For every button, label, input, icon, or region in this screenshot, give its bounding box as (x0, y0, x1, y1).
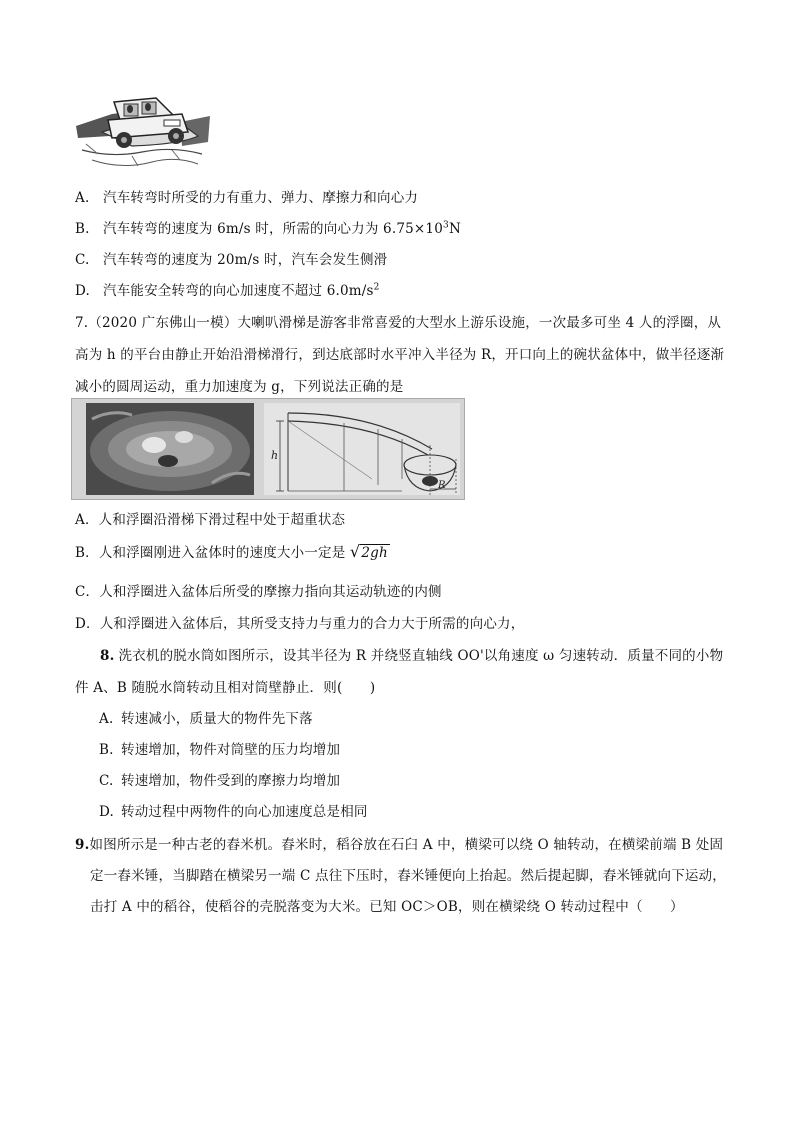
q8-option-a (99, 707, 313, 727)
option-text: B．人和浮圈刚进入盆体时的速度大小一定是 (75, 545, 346, 561)
option-key: D. (75, 283, 91, 299)
q8-option-d (99, 800, 368, 820)
option-key: D. (99, 804, 115, 820)
question-number: 9. (75, 837, 90, 853)
q6-option-d (75, 279, 380, 299)
water-slide-figure (71, 398, 465, 500)
question-number: 8. (100, 648, 115, 664)
q8-stem-line2: 件 A、B 随脱水筒转动且相对筒壁静止．则( ) (75, 680, 376, 696)
option-key: C. (99, 773, 114, 789)
q6-option-c (75, 248, 387, 268)
q9-stem-line2: 定一舂米锤，当脚踏在横梁另一端 C 点往下压时，舂米锤便向上抬起。然后提起脚，舂米锤就向下运动， (90, 868, 727, 884)
radius-label: R (438, 480, 446, 491)
option-text: 汽车转弯的速度为 20m/s 时，汽车会发生侧滑 (103, 252, 388, 268)
option-text: 汽车转弯的速度为 6m/s 时，所需的向心力为 6.75×10 (103, 221, 443, 237)
option-text: 转速增加，物件受到的摩擦力均增加 (121, 773, 341, 789)
option-text: 转速减小，质量大的物件先下落 (121, 711, 313, 727)
q9-stem-line1 (75, 833, 723, 853)
option-text: 汽车能安全转弯的向心加速度不超过 6.0m/s (103, 283, 374, 299)
option-sup: 3 (443, 220, 449, 231)
q6-option-a (75, 186, 418, 206)
option-key: A. (99, 711, 114, 727)
q7-stem-line3: 减小的圆周运动，重力加速度为 g，下列说法正确的是 (75, 379, 404, 395)
option-sup: 2 (373, 282, 380, 293)
q9-stem-line3: 击打 A 中的稻谷，使稻谷的壳脱落变为大米。已知 OC＞OB，则在横梁绕 O 转动过程中（ ） (90, 899, 684, 915)
option-key: B. (99, 742, 114, 758)
q8-option-b (99, 738, 340, 758)
water-slide-drawing (72, 399, 464, 499)
option-key: B. (75, 221, 90, 237)
q9-line1-text: 如图所示是一种古老的舂米机。舂米时，稻谷放在石臼 A 中，横梁可以绕 O 轴转动，在横梁前端 B 处固 (89, 837, 724, 853)
option-key: A. (75, 190, 90, 206)
q7-stem-line1: 7.（2020 广东佛山一模）大喇叭滑梯是游客非常喜爱的大型水上游乐设施，一次最多可坐 4 人的浮圈，从 (75, 315, 722, 331)
option-text: 转速增加，物件对筒壁的压力均增加 (121, 742, 341, 758)
q7-option-b (75, 541, 390, 561)
option-text: 转动过程中两物件的向心加速度总是相同 (121, 804, 368, 820)
option-text: 汽车转弯时所受的力有重力、弹力、摩擦力和向心力 (103, 190, 419, 206)
sqrt-radicand: 2gh (361, 545, 388, 561)
q8-stem-line1 (100, 644, 723, 664)
q6-option-b (75, 217, 461, 237)
q7-option-a: A．人和浮圈沿滑梯下滑过程中处于超重状态 (75, 512, 346, 528)
q7-option-c: C．人和浮圈进入盆体后所受的摩擦力指向其运动轨迹的内侧 (75, 584, 442, 600)
option-text-tail: N (448, 221, 461, 237)
q8-line1-text: 洗衣机的脱水筒如图所示，设其半径为 R 并绕竖直轴线 OO'以角速度 ω 匀速转动．质量不同的小物 (118, 648, 724, 664)
car-turning-figure (72, 86, 212, 172)
sqrt-formula: √ 2gh (349, 542, 388, 561)
q7-option-d: D．人和浮圈进入盆体后，其所受支持力与重力的合力大于所需的向心力， (75, 616, 525, 632)
height-label: h (271, 449, 279, 462)
q7-stem-line2: 高为 h 的平台由静止开始沿滑梯滑行，到达底部时水平冲入半径为 R，开口向上的碗状盆体中，做半径逐渐 (75, 347, 725, 363)
option-key: C. (75, 252, 90, 268)
q8-option-c (99, 769, 340, 789)
